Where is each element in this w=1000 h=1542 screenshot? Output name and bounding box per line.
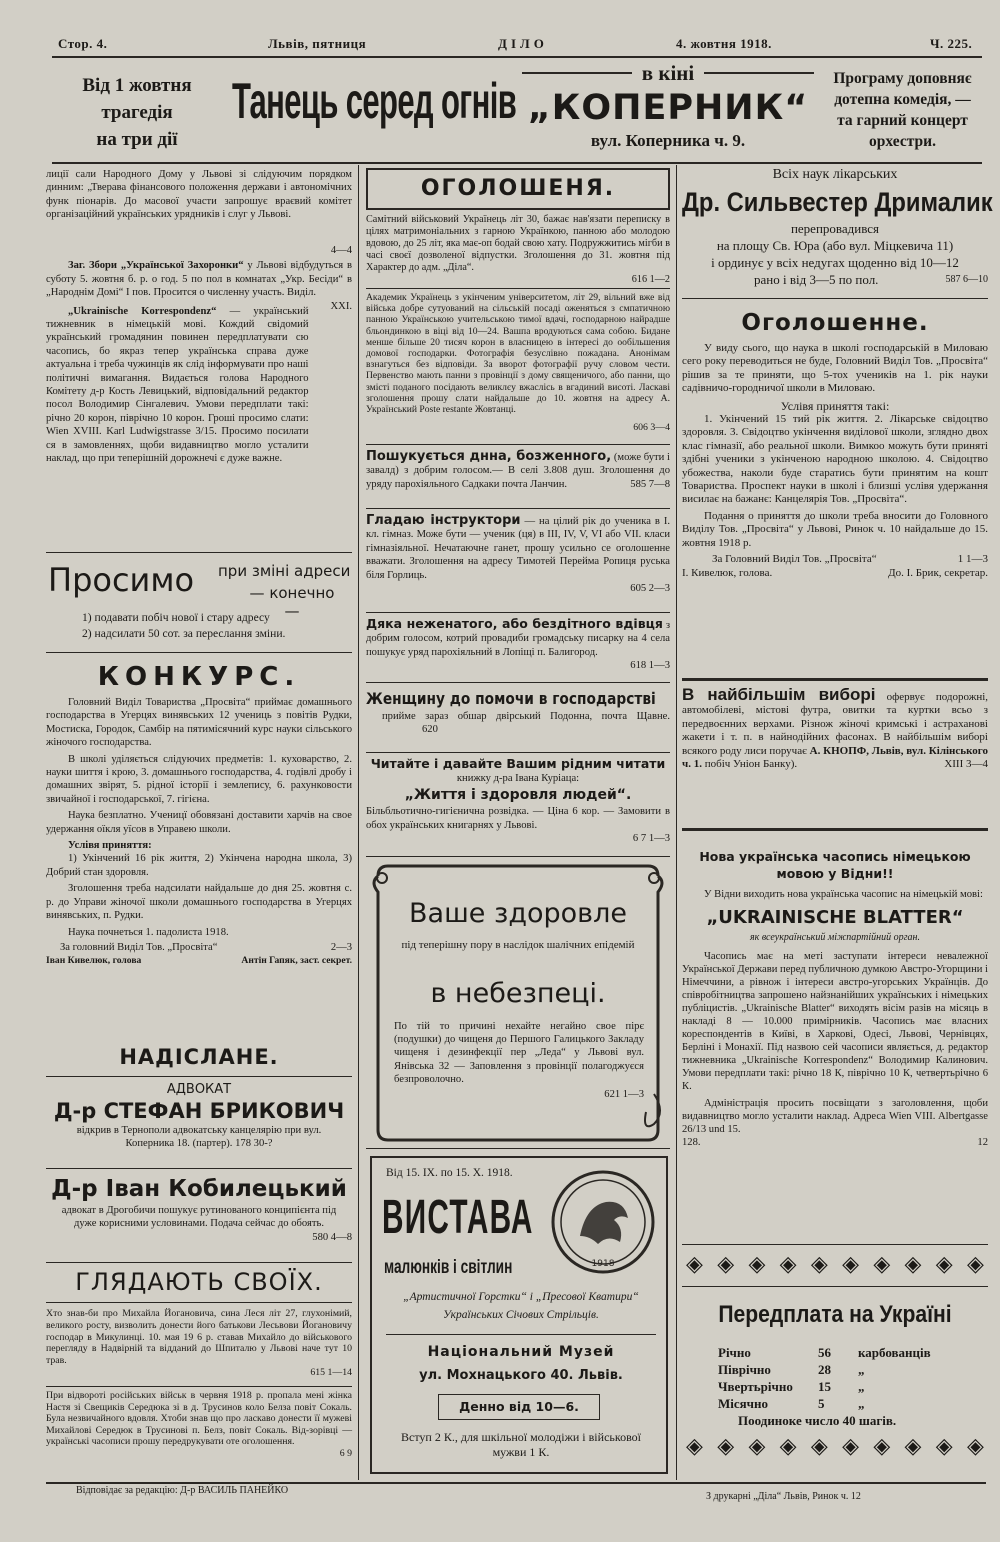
korrespondenz-notice bbox=[46, 305, 309, 520]
opening-notice-code: 4—4 bbox=[330, 245, 352, 256]
col2-rule-3 bbox=[366, 508, 670, 509]
page-number: Стор. 4. bbox=[58, 36, 108, 51]
prosymo-line1: при зміні адреси bbox=[218, 562, 351, 580]
subscription-row-label: Місячно bbox=[718, 1396, 769, 1411]
banner-right bbox=[820, 68, 985, 152]
search-notice-1-text: Хто знав-би про Михайла Йогановича, сина Леся літ 27, глухонімий, великого росту, визволить донести його батькови Лесьвови Йогановичу господар в Микулинці. 10. мая 19 6 р. ставав Михайло до військового перегляду в Надвірній та відданий до Шпиталю у Львові наче тут 10 трав. bbox=[46, 1308, 352, 1367]
cinema-name: „КОПЕРНИК“ bbox=[527, 88, 809, 128]
vystava-address: ул. Мохнацького 40. Львів. bbox=[419, 1368, 623, 1383]
diamond-icon: ◈ bbox=[810, 1252, 828, 1277]
korrespondenz-title: „Ukrainische Korrespondenz“ bbox=[68, 305, 217, 317]
subscription-title: Передплата на Україні bbox=[718, 1301, 952, 1328]
school-notice-title: Оголошенне. bbox=[741, 310, 929, 336]
diamond-icon: ◈ bbox=[873, 1252, 891, 1277]
col1-rule-6 bbox=[46, 1302, 352, 1303]
knopf-code: XIII 3—4 bbox=[944, 758, 988, 771]
vystava-hours: Денно від 10—6. bbox=[459, 1399, 579, 1414]
blatter-p3: Адміністрація просить посвіщати з заголовлення, щоби видавництво могло усталити наклад. Адреса Wien VIII. Albertgasse 26/13 und 15. bbox=[682, 1098, 988, 1136]
konkurs-sign1-text: За головний Виділ Тов. „Просвіта“ bbox=[60, 941, 218, 953]
col1-rule-3 bbox=[46, 1076, 352, 1077]
konkurs-sign2-right: Антін Гапяк, заст. секрет. bbox=[241, 955, 352, 967]
subscription-row-label: Чвертьрічно bbox=[718, 1379, 793, 1394]
diamond-row-bottom bbox=[686, 1434, 984, 1460]
brykovych-text bbox=[46, 1124, 352, 1151]
brykovych-text-body: відкрив в Тернополи адвокатську канцелярію при вул. Коперника 18. (партер). bbox=[76, 1125, 322, 1150]
school-notice-sign1 bbox=[682, 553, 988, 566]
konkurs-p5: Наука почнеться 1. падолиста 1918. bbox=[68, 926, 229, 938]
school-notice-sign2-right: До. І. Брик, секретар. bbox=[888, 566, 988, 579]
search-notice-1 bbox=[46, 1308, 352, 1379]
banner-rule bbox=[52, 162, 982, 164]
col1-rule-1 bbox=[46, 552, 352, 553]
doctor-address: на площу Св. Юра (або вул. Міцкевича 11) bbox=[716, 238, 954, 253]
blatter-title: „UKRAINISCHE BLATTER“ bbox=[706, 907, 964, 929]
diamond-icon: ◈ bbox=[748, 1252, 766, 1277]
blatter-p1: У Відни виходить нова українська часопис на німецькій мові: bbox=[704, 889, 983, 900]
subscription-row-value: 15 bbox=[818, 1379, 831, 1394]
film-title: Танець серед огнів bbox=[232, 73, 517, 129]
search-notice-2-text: При відвороті російських військ в червня 1918 р. пропала мені жінка Настя зі Свещиків Середюка зі в д. Трусинов коло Белза повіт Сокаль. Була незвичайного вдовля. Хтоби знав що про ласкаво донести її мужеві Михайлові Середюк в Трусинові п. Белз, повіт Сокаль. Від-зорівці — українські часописи прошу передрукувати оте оголошення. bbox=[46, 1390, 352, 1448]
konkurs-p2: В школі уділяється слідуючих предметів: 1. куховарство, 2. науки шиття і крою, 3. домашнього господарства, 4. годівлі дробу і домашних звірят, 5. рідної історії і землепису, 6. рахунковости звичайної і господарської, 7. гігієна. bbox=[46, 753, 352, 805]
diamond-icon: ◈ bbox=[904, 1434, 922, 1459]
subscription-row-label: Піврічно bbox=[718, 1362, 771, 1377]
blatter-head: Нова українська часопись німецькою мовою у Відни!! bbox=[699, 849, 971, 881]
blatter-p2: Часопись має на меті заступати інтереси невалежної Української Держави перед публичною думкою Австро-Угорщини і Німеччини, а рівнож і інтереси австро-угорських Українців. До співробітництва запрошено найзнанійших українських і німецьких публіцистів. „Ukrainische Blatter“ виходять вісім разів на місяць в накладі 8 — 10.000 примірників. Часопись має власних кореспондентів в Київі, в Харкові, Одесі, Львові, Чернівцях, Берліні і Монахії. Під назвою сей часописи являється, д. редактор тижневника „Ukrainische Korrespondenz“ Володимир Калинович. Умови передплати такі: річно 18 К, піврічно 10 К, четвертьрічно 6 К. bbox=[682, 951, 988, 1093]
blatter-codes bbox=[682, 1136, 988, 1149]
school-notice-p1: У виду сього, що наука в школі господарській в Миловаю сего року переводиться не буде, Головний Виділ Тов. „Просвіта“ рішив за те приняти, що 5-тох учеників на 1. рік науки садівничо-городничої школи в Миловаю. bbox=[682, 342, 988, 395]
konkurs-sign2 bbox=[46, 954, 352, 967]
ad-3-title: Пошукується днна, бозженного, bbox=[366, 449, 612, 464]
korrespondenz-text: — український тижневник в німецькій мові. Кождий свідомий український громадянин повинен передплатувати сю часопись, бо якраз тепер українська справа дуже актуальна і треба чужинців як слід інформувати про наші політичні вимагання. Видається голова Народного Комітету д-р Кость Левицький, відповідальний редактор посол Володимир Сінгалевич. Умови передплати такі: річно 20 корон, піврічно 10 корон. Гроші просимо слати: Wien XVIII. Karl Ludwigstrasse 3/15. Просимо посилати ся в замовленнях, щоби видавництво могло усталити наклад, що при теперішній дорожнечі є дуже важне. bbox=[46, 305, 309, 465]
issue-number: Ч. 225. bbox=[930, 36, 973, 51]
health-danger: в небезпеці. bbox=[430, 978, 606, 1009]
konkurs-conditions: 1) Укінчений 16 рік життя, 2) Укінчена народна школа, 3) Добрий стан здоровля. bbox=[46, 853, 352, 878]
col1-rule-4 bbox=[46, 1168, 352, 1169]
ad-5-text: з добрим голосом, котрий провадиби громадську писарку на 4 села пошукує уряд парохіяльний в Лопіщі п. Балигород. bbox=[366, 620, 670, 658]
ad-5 bbox=[366, 617, 670, 673]
school-notice-sign2-left: І. Кивелюк, голова. bbox=[682, 566, 773, 579]
diamond-icon: ◈ bbox=[779, 1434, 797, 1459]
subscription-row-value: 5 bbox=[818, 1396, 825, 1411]
school-notice bbox=[682, 304, 988, 580]
diamond-icon: ◈ bbox=[873, 1434, 891, 1459]
subscription-table bbox=[718, 1344, 968, 1430]
vystava-title: ВИСТАВА bbox=[382, 1191, 534, 1244]
ad-1-code: 616 1—2 bbox=[631, 274, 670, 285]
vystava-museum: Національний Музей bbox=[427, 1344, 615, 1360]
banner-left-line: трагедія bbox=[101, 102, 173, 123]
ad-6-body bbox=[366, 710, 670, 737]
vystava-hours-box bbox=[438, 1394, 600, 1420]
knopf-lead: В найбільшім виборі bbox=[682, 688, 876, 704]
col3-rule-1 bbox=[682, 298, 988, 299]
diamond-icon: ◈ bbox=[686, 1252, 703, 1277]
school-notice-p2: 1. Укінчений 15 тий рік життя. 2. Лікарське свідоцтво здоровля. 3. Свідоцтво укінчення виділової школи, згляднo двох клас гімназії, або реальної школи. Вимкоо можуть бути приняті здібні ученики з укінченою народною школою. 4. Свідоцтво убожества, наколи буде старатись бути принятим на кошт Товариства. Проспект науки в школі і близші услівя удержання висилає на бажанє: Канцелярія Тов. „Просвіта“. bbox=[682, 413, 988, 506]
konkurs-sign1 bbox=[46, 941, 352, 954]
health-text: По тій то причині нехайте негайно свое пірє (подушки) до чищеня до Першого Галицького Закладу чищеня і дезинфекції пер „Леда“ у Львові вул. Янівська 32 — Заповлення з провінції полагоджуєся безпроволочно. bbox=[394, 1021, 644, 1085]
blatter-sub: як всеукраїнський міжпартійний орган. bbox=[750, 932, 920, 944]
kobyletsky-text: адвокат в Дрогобичи пошукує рутинованого конципієнта під дуже корисними условинами. Подача сейчас до обоять. bbox=[61, 1205, 337, 1230]
subscription-row-unit: „ bbox=[858, 1396, 865, 1411]
kobyletsky-ad bbox=[46, 1174, 352, 1244]
classified-ads bbox=[366, 214, 670, 286]
ad-5-body bbox=[366, 617, 670, 659]
prosymo-item1: 1) подавати побіч нової і стару адресу bbox=[82, 611, 270, 624]
diamond-icon: ◈ bbox=[717, 1252, 735, 1277]
zakhoronka-text: у Львові відбудуться в суботу 5. жовтня б. р. о год. 5 по пол в комнатах „Укр. Бесіди“ в „Народнім Домі“ І пов. Просится о численну участь. Виділ. bbox=[46, 260, 352, 299]
col1-rule-7 bbox=[46, 1386, 352, 1387]
subscription-row bbox=[718, 1361, 968, 1378]
doctor-hours2-row bbox=[682, 271, 988, 288]
vystava-artists: „Артистичної Горстки“ і „Пресової Кватири“ Українських Січових Стрільців. bbox=[403, 1291, 639, 1321]
ad-6-title: Женщину до помочи в господарстві bbox=[366, 689, 656, 708]
prosymo-heading: Просимо bbox=[48, 561, 195, 599]
konkurs-conditions-title: Услівя приняття: bbox=[68, 840, 152, 852]
subscription-row-unit: „ bbox=[858, 1379, 865, 1394]
col2-rule-1 bbox=[366, 288, 670, 289]
brykovych-ad bbox=[46, 1082, 352, 1151]
vystava-entry: Вступ 2 К., для шкільної молодіжи і військової мужви 1 К. bbox=[401, 1430, 641, 1459]
school-notice-p3: Подання о приняття до школи треба вносити до Головного Виділу Тов. „Просвіта“ у Львові, Ринок ч. 10 найдальше до 15. жовтня 1918 р. bbox=[682, 509, 988, 549]
konkurs-block bbox=[46, 660, 352, 967]
diamond-icon: ◈ bbox=[842, 1434, 860, 1459]
diamond-icon: ◈ bbox=[748, 1434, 766, 1459]
subscription-row-unit: „ bbox=[858, 1362, 865, 1377]
subscription-row bbox=[718, 1395, 968, 1412]
diamond-icon: ◈ bbox=[717, 1434, 735, 1459]
ad-3-text: (може бути і завалд) з добрим голосом.— В селі 3.808 душ. Зголошення до уряду парохіяльного Садкаки почта Ланчин. bbox=[366, 452, 671, 490]
diamond-icon: ◈ bbox=[935, 1434, 953, 1459]
konkurs-p3: Наука безплатно. Ученицї обовязані доставити харчів на свое удержання оїкля уїсов в Управею школи. bbox=[46, 810, 352, 835]
doctor-ad bbox=[682, 166, 993, 288]
ad-7-line3: Більбльотично-гигієнична розвідка. — Ціна 6 кор. — Замовити в обох українських книгарнях у Львові. bbox=[366, 806, 670, 831]
school-notice-sign1-text: За Головний Виділ Тов. „Просвіта“ bbox=[712, 553, 877, 566]
footer-printer: З друкарні „Діла“ Львів, Ринок ч. 12 bbox=[706, 1491, 861, 1502]
kobyletsky-code: 580 4—8 bbox=[312, 1231, 352, 1243]
col2-rule-6 bbox=[366, 752, 670, 753]
doctor-moved: перепровадився bbox=[790, 221, 880, 236]
seal-year: 1918 bbox=[591, 1259, 615, 1269]
diamond-icon: ◈ bbox=[904, 1252, 922, 1277]
blatter-code1: 128. bbox=[682, 1137, 701, 1149]
brykovych-name: Д-р СТЕФАН БРИКОВИЧ bbox=[53, 1099, 345, 1123]
ad-7-line1: Читайте і давайте Вашим рідним читати bbox=[370, 756, 666, 771]
column-rule-1 bbox=[358, 165, 359, 1480]
diamond-row-top bbox=[682, 1252, 988, 1278]
doctor-hours2: рано і від 3—5 по пол. bbox=[754, 272, 879, 287]
subscription-row-unit: карбованців bbox=[858, 1345, 931, 1360]
health-code: 621 1—3 bbox=[604, 1089, 644, 1100]
hliadaiut-heading: ГЛЯДАЮТЬ СВОЇХ. bbox=[75, 1268, 323, 1296]
col1-rule-5 bbox=[46, 1262, 352, 1263]
paper-name: ДІЛО bbox=[498, 36, 548, 51]
ad-4-body bbox=[366, 514, 670, 582]
banner-right-line: дотепна комедія, — bbox=[834, 91, 971, 108]
seal-emblem bbox=[550, 1166, 656, 1278]
col1-rule-2 bbox=[46, 652, 352, 653]
col3-rule-2 bbox=[682, 678, 988, 681]
health-title: Ваше здоровле bbox=[409, 898, 627, 929]
diamond-icon: ◈ bbox=[842, 1252, 860, 1277]
ad-4 bbox=[366, 514, 670, 595]
prosymo-block bbox=[46, 558, 352, 648]
ad-7-code: 6 7 1—3 bbox=[632, 833, 670, 845]
masthead-rule bbox=[52, 56, 982, 58]
knopf-text: офервує подорожні, автомобілеві, містові футра, овитки та куртки всьо з передвоєнних верхами. Різнож жіночі кримські і астраханові жакети і т. п. в найнодійних фасонах. В найбільшім виборі всякого роду лиси поручає bbox=[682, 691, 988, 757]
footer-editor: Відповідає за редакцію: Д-р ВАСИЛЬ ПАНЕЙКО bbox=[76, 1485, 289, 1496]
cinema-block bbox=[522, 62, 814, 158]
banner-left-line: на три дії bbox=[96, 129, 178, 150]
banner-right-line: та гарний концерт bbox=[837, 112, 968, 129]
subscription-row-value: 28 bbox=[818, 1362, 831, 1377]
school-notice-sign1-code: 1 1—3 bbox=[957, 553, 988, 566]
prosymo-item2: 2) надсилати 50 сот. за переслання зміни. bbox=[82, 627, 286, 640]
ad-6-text: прийме зараз обшар двірський Подонна, почта Щавне. bbox=[382, 711, 670, 722]
subscription-row-label: Річно bbox=[718, 1345, 751, 1360]
zakhoronka-code: XXI. bbox=[330, 300, 352, 312]
ad-5-title: Дяка неженатого, або бездітного вдівця bbox=[366, 616, 663, 631]
knopf-body bbox=[682, 688, 988, 771]
ad-2 bbox=[366, 292, 670, 434]
diamond-icon: ◈ bbox=[966, 1434, 984, 1459]
school-notice-cond-title: Услівя приняття такі: bbox=[780, 398, 890, 413]
doctor-pre: Всіх наук лікарських bbox=[772, 167, 898, 182]
ad-5-code: 618 1—3 bbox=[630, 660, 670, 672]
doctor-hours1: і ординує у всіх недугах щоденно від 10—12 bbox=[711, 255, 959, 270]
ad-3 bbox=[366, 450, 670, 491]
prosymo-line2: — конечно — bbox=[249, 584, 335, 620]
ogoloshennia-box bbox=[366, 168, 670, 210]
diamond-icon: ◈ bbox=[686, 1434, 703, 1459]
blatter-code2: 12 bbox=[977, 1137, 988, 1149]
subscription-row bbox=[718, 1378, 968, 1395]
masthead bbox=[58, 36, 980, 56]
knopf-firm: А. КНОПФ, Львів, вул. Кілінського ч. 1. bbox=[682, 744, 988, 771]
col2-rule-7 bbox=[366, 856, 670, 857]
ad-4-text: — на цілий рік до ученика в І. кл. гімназ. Може бути — ученик (ця) в ІІІ, IV, V, VI або VII. класи гімназіяльної. Нечатаючне ганет, прошу усильно се оголошенне вважати. Зголошення на адресу Тимотей Перейма Ропиця руська біля Горлиць. bbox=[366, 516, 670, 581]
issue-date: 4. жовтня 1918. bbox=[676, 36, 772, 51]
col2-rule-8 bbox=[366, 1148, 670, 1149]
kobyletsky-name: Д-р Іван Кобилецький bbox=[51, 1176, 347, 1202]
konkurs-sign1-code: 2—3 bbox=[330, 941, 352, 953]
ad-1-text: Самітний військовий Українець літ 30, бажає нав'язати переписку в цілях матримоніальних з гарною Українкою, панною або молодою вдовою, до 25 літ, яка має-оп бодай свою хату. Подружжитись мігби в часі своєї дозволеної відпустки. Зголошення до 31. жовтня під Характер до адм. „Діла“. bbox=[366, 214, 670, 273]
search-notice-1-code: 615 1—14 bbox=[310, 1366, 352, 1378]
konkurs-p4: Зголошення треба надсилати найдальше до дня 25. жовтня с. р. до Управи жіночої школи домашнього господарства в Угерцях винявських, п. Рудки. bbox=[46, 883, 352, 922]
ad-7 bbox=[366, 756, 670, 846]
zakhoronka-title: Заг. Збори „Української Захоронки“ bbox=[68, 260, 244, 272]
col2-rule-5 bbox=[366, 682, 670, 683]
vystava-dates: Від 15. IX. по 15. X. 1918. bbox=[386, 1167, 513, 1179]
diamond-icon: ◈ bbox=[810, 1434, 828, 1459]
banner-right-line: Програму доповняє bbox=[833, 70, 972, 87]
column-1 bbox=[46, 168, 352, 520]
ad-7-line2: книжку д-ра Івана Куріаца: bbox=[456, 773, 580, 784]
banner-left bbox=[52, 72, 222, 153]
col2-rule-2 bbox=[366, 444, 670, 445]
school-notice-sign2 bbox=[682, 567, 988, 580]
ad-3-code: 585 7—8 bbox=[630, 478, 670, 490]
col3-rule-3 bbox=[682, 828, 988, 831]
vystava-box bbox=[370, 1156, 668, 1474]
ogoloshennia-heading: ОГОЛОШЕНЯ. bbox=[420, 176, 616, 201]
subscription-row bbox=[718, 1344, 968, 1361]
brykovych-code: 178 30-? bbox=[235, 1138, 273, 1150]
subscription-row-value: 56 bbox=[818, 1345, 831, 1360]
knopf-tail: побіч Уніон Банку). bbox=[704, 758, 798, 771]
column-rule-2 bbox=[676, 165, 677, 1480]
place-day: Львів, пятниця bbox=[268, 36, 367, 51]
banner-left-line: Від 1 жовтня bbox=[82, 75, 192, 96]
diamond-icon: ◈ bbox=[966, 1252, 984, 1277]
vystava-sub: малюнків і світлин bbox=[384, 1257, 513, 1278]
cinema-prefix: в кіні bbox=[641, 61, 695, 85]
diamond-icon: ◈ bbox=[935, 1252, 953, 1277]
doctor-name: Др. Сильвестер Дрималик bbox=[682, 187, 993, 217]
diamond-icon: ◈ bbox=[779, 1252, 797, 1277]
knopf-ad bbox=[682, 688, 988, 824]
ad-3-body bbox=[366, 450, 670, 491]
subscription-block bbox=[682, 1252, 988, 1478]
ad-7-title: „Життя і здоровля людей“. bbox=[404, 787, 632, 804]
health-ad bbox=[366, 862, 670, 1144]
nadislane-heading: НАДІСЛАНЕ. bbox=[119, 1045, 279, 1069]
opening-notice-text: лиції сали Народного Дому у Львові зі слідуючим порядком динним: „Тверава фінансового положення держави і автономічних функ піонарів. До масової участи запрошує враєвий комітет організаційний українських урядників і слуг у Львові. bbox=[46, 169, 352, 221]
blatter-notice bbox=[682, 848, 988, 1149]
col2-rule-4 bbox=[366, 612, 670, 613]
konkurs-p1: Головний Виділ Товариства „Просвіта“ приймає домашнього господарства в Угерцях винявських 12 учениць з повітів Рудки, Мостиска, Городок, Самбір на пятимісячний курс науки сільського жіночого господарства. bbox=[46, 697, 352, 749]
ad-4-code: 605 2—3 bbox=[630, 583, 670, 595]
cinema-address: вул. Коперника ч. 9. bbox=[590, 131, 746, 150]
search-notice-2 bbox=[46, 1390, 352, 1460]
ad-2-code: 606 3—4 bbox=[633, 422, 670, 433]
health-sub: під теперішну пору в наслідок шалічних епідемій bbox=[401, 939, 635, 951]
subscription-single: Поодиноке число 40 шагів. bbox=[738, 1413, 897, 1428]
ad-4-title: Гладаю інструктори bbox=[366, 513, 521, 528]
opening-notice bbox=[46, 168, 352, 246]
ad-2-text: Академик Українець з укінченим університетом, літ 29, вільний вже від війська добре сутуований на сільській посаді оженяться з смпатичною панною Українською учительською тимої вдачі, господарною найрадше бльондинкою в віці від 10—24. Вашпа вродуються сама собою. Бидане менше більше 20 тисяч корон в власницею в інтересі до ообільшения домової господарки. Фотографія безуслівно пожадана. Анонімам взнагуться без відповіди. За вворот фотографії ручу словом чести. Первенство мають панни з провінції з дому священичого, або панни, що змісті поданого посідають великлєу вжаслісь в вгадиний висоті. Ласкаві зголошення прошу слати найдальше до 10. жовтня на адресу А. Український Poste restante Жовтанці. bbox=[366, 292, 670, 416]
search-notice-2-code: 6 9 bbox=[339, 1447, 352, 1459]
konkurs-title: КОНКУРС. bbox=[97, 662, 301, 692]
ad-6 bbox=[366, 688, 670, 737]
doctor-code: 587 6—10 bbox=[945, 274, 988, 285]
advokat-label: АДВОКАТ bbox=[166, 1082, 232, 1097]
konkurs-sign2-left: Іван Кивелюк, голова bbox=[46, 955, 142, 967]
ad-6-code: 620 bbox=[422, 724, 438, 736]
banner-right-line: орхестри. bbox=[869, 133, 936, 150]
col3-rule-4 bbox=[682, 1244, 988, 1245]
